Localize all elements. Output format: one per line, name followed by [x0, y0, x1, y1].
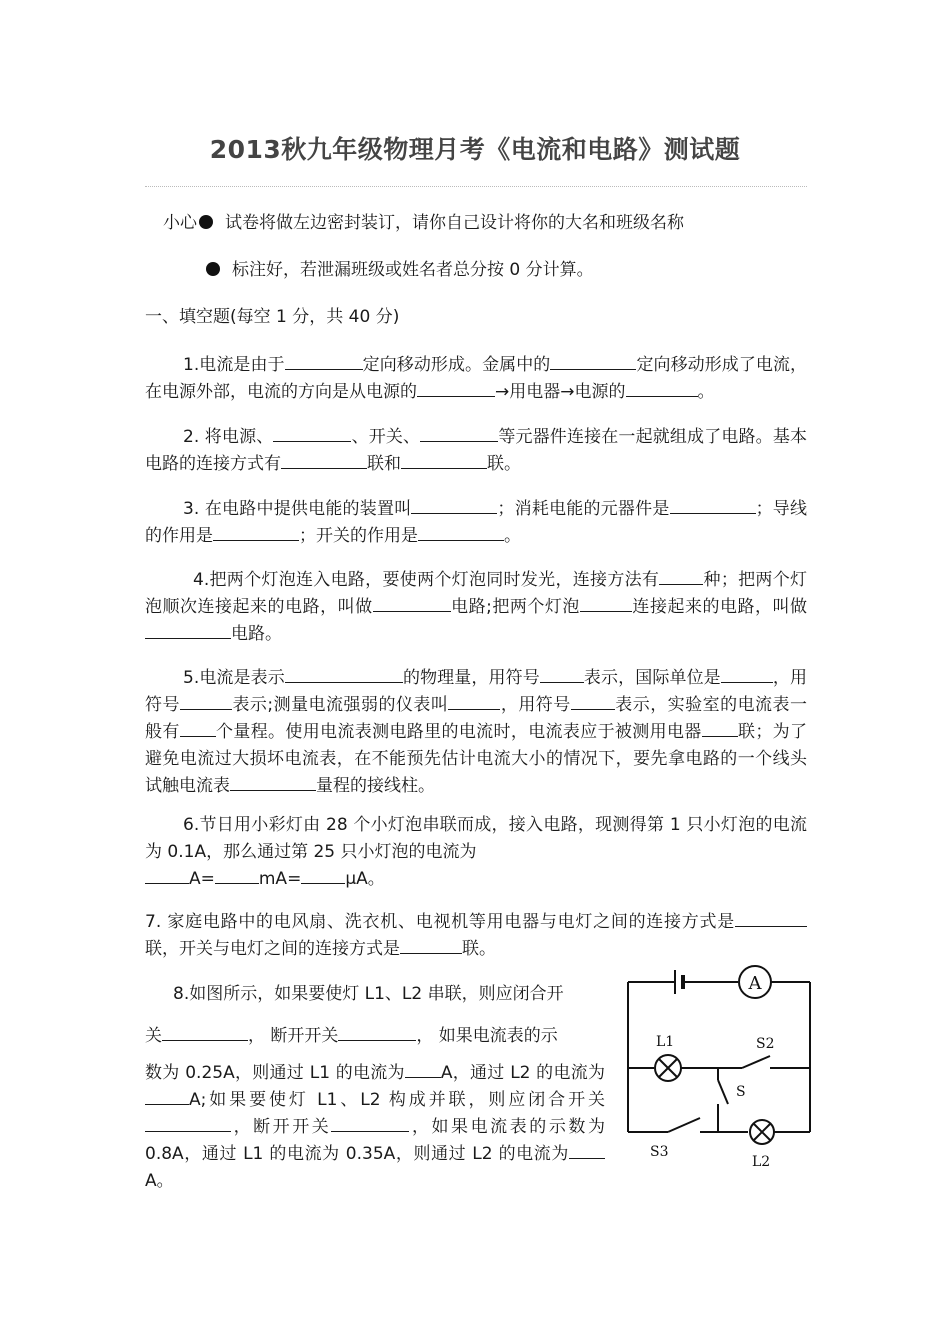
notice-text-1: 试卷将做左边密封装订，请你自己设计将你的大名和班级名称 — [225, 213, 684, 233]
answer-blank[interactable] — [417, 379, 495, 397]
circuit-diagram — [620, 960, 820, 1175]
answer-blank[interactable] — [702, 719, 738, 737]
switch-s-icon — [718, 1080, 728, 1104]
answer-blank[interactable] — [213, 523, 299, 541]
ammeter-label: A — [748, 973, 762, 994]
section-heading: 一、填空题(每空 1 分，共 40 分) — [145, 307, 400, 327]
answer-blank[interactable] — [273, 424, 351, 442]
notice-label: 小心 — [163, 213, 197, 233]
answer-blank[interactable] — [448, 692, 500, 710]
answer-blank[interactable] — [721, 665, 773, 683]
switch-s3-icon — [668, 1118, 700, 1132]
answer-blank[interactable] — [285, 665, 403, 683]
question-7: 7. 家庭电路中的电风扇、洗衣机、电视机等用电器与电灯之间的连接方式是联，开关与电灯之间的连接方式是 联。 — [145, 909, 807, 963]
answer-blank[interactable] — [735, 909, 807, 927]
switch-s3-label: S3 — [650, 1144, 669, 1160]
lamp-l1-label: L1 — [656, 1034, 675, 1050]
question-1: 1.电流是由于 定向移动形成。金属中的 定向移动形成了电流，在电源外部，电流的方向是从电源的 →用电器→电源的 。 — [145, 352, 807, 406]
title-divider — [145, 186, 807, 187]
answer-blank[interactable] — [550, 352, 636, 370]
answer-blank[interactable] — [145, 1114, 231, 1132]
switch-s2-icon — [742, 1056, 770, 1068]
notice-line-1 — [163, 211, 684, 235]
answer-blank[interactable] — [145, 621, 231, 639]
answer-blank[interactable] — [405, 1060, 441, 1078]
answer-blank[interactable] — [626, 379, 698, 397]
answer-blank[interactable] — [285, 352, 363, 370]
notice-text-2: 标注好，若泄漏班级或姓名者总分按 0 分计算。 — [232, 260, 594, 280]
answer-blank[interactable] — [659, 567, 703, 585]
answer-blank[interactable] — [401, 451, 487, 469]
answer-blank[interactable] — [670, 496, 756, 514]
bullet-icon — [199, 215, 213, 229]
question-6: 6.节日用小彩灯由 28 个小灯泡串联而成，接入电路，现测得第 1 只小灯泡的电流为 0.1A，那么通过第 25 只小灯泡的电流为 A= mA= μA。 — [145, 815, 807, 889]
answer-blank[interactable] — [331, 1114, 409, 1132]
answer-blank[interactable] — [338, 1023, 416, 1041]
switch-s-label: S — [736, 1084, 746, 1100]
answer-blank[interactable] — [301, 866, 345, 884]
answer-blank[interactable] — [145, 1087, 189, 1105]
answer-blank[interactable] — [420, 424, 498, 442]
question-4: 4.把两个灯泡连入电路，要使两个灯泡同时发光，连接方法有 种；把两个灯泡顺次连接起来的电路，叫做 电路;把两个灯泡 连接起来的电路，叫做电路。 — [145, 567, 807, 648]
bullet-icon — [206, 262, 220, 276]
answer-blank[interactable] — [400, 936, 462, 954]
answer-blank[interactable] — [180, 719, 216, 737]
answer-blank[interactable] — [569, 1141, 605, 1159]
page-title: 2013秋九年级物理月考《电流和电路》测试题 — [209, 135, 741, 164]
answer-blank[interactable] — [411, 496, 497, 514]
answer-blank[interactable] — [215, 866, 259, 884]
question-3: 3. 在电路中提供电能的装置叫 ；消耗电能的元器件是 ；导线的作用是 ；开关的作用是 。 — [145, 496, 807, 550]
answer-blank[interactable] — [373, 594, 451, 612]
answer-blank[interactable] — [418, 523, 504, 541]
answer-blank[interactable] — [145, 866, 189, 884]
question-8: 8.如图所示，如果要使灯 L1、L2 串联，则应闭合开 关 ， 断开开关 ， 如果电流表的示 数为 0.25A，则通过 L1 的电流为 A，通过 L2 的电流为A;如果要使灯 L1、L2 构成并联，则应闭合开关，断开开关 ，如果电流表的示数为 0.8A，通过 L1 的电流为 0.35A，则通过 L2 的电流为A。 — [145, 984, 605, 1191]
answer-blank[interactable] — [571, 692, 615, 710]
switch-s2-label: S2 — [756, 1036, 775, 1052]
question-2: 2. 将电源、 、开关、 等元器件连接在一起就组成了电路。基本电路的连接方式有 联和 联。 — [145, 424, 807, 478]
answer-blank[interactable] — [580, 594, 632, 612]
answer-blank[interactable] — [540, 665, 584, 683]
answer-blank[interactable] — [281, 451, 367, 469]
notice-line-2 — [204, 258, 594, 282]
lamp-l2-label: L2 — [752, 1154, 771, 1170]
question-5: 5.电流是表示 的物理量，用符号 表示，国际单位是 ，用符号 表示;测量电流强弱的仪表叫 ，用符号 表示，实验室的电流表一般有 个量程。使用电流表测电路里的电流时，电流表应于被测用电器 联；为了避免电流过大损坏电流表，在不能预先估计电流大小的情况下，要先拿电路的一个线头试触电流表 量程的接线柱。 — [145, 665, 807, 800]
answer-blank[interactable] — [180, 692, 232, 710]
answer-blank[interactable] — [162, 1023, 248, 1041]
answer-blank[interactable] — [230, 773, 316, 791]
